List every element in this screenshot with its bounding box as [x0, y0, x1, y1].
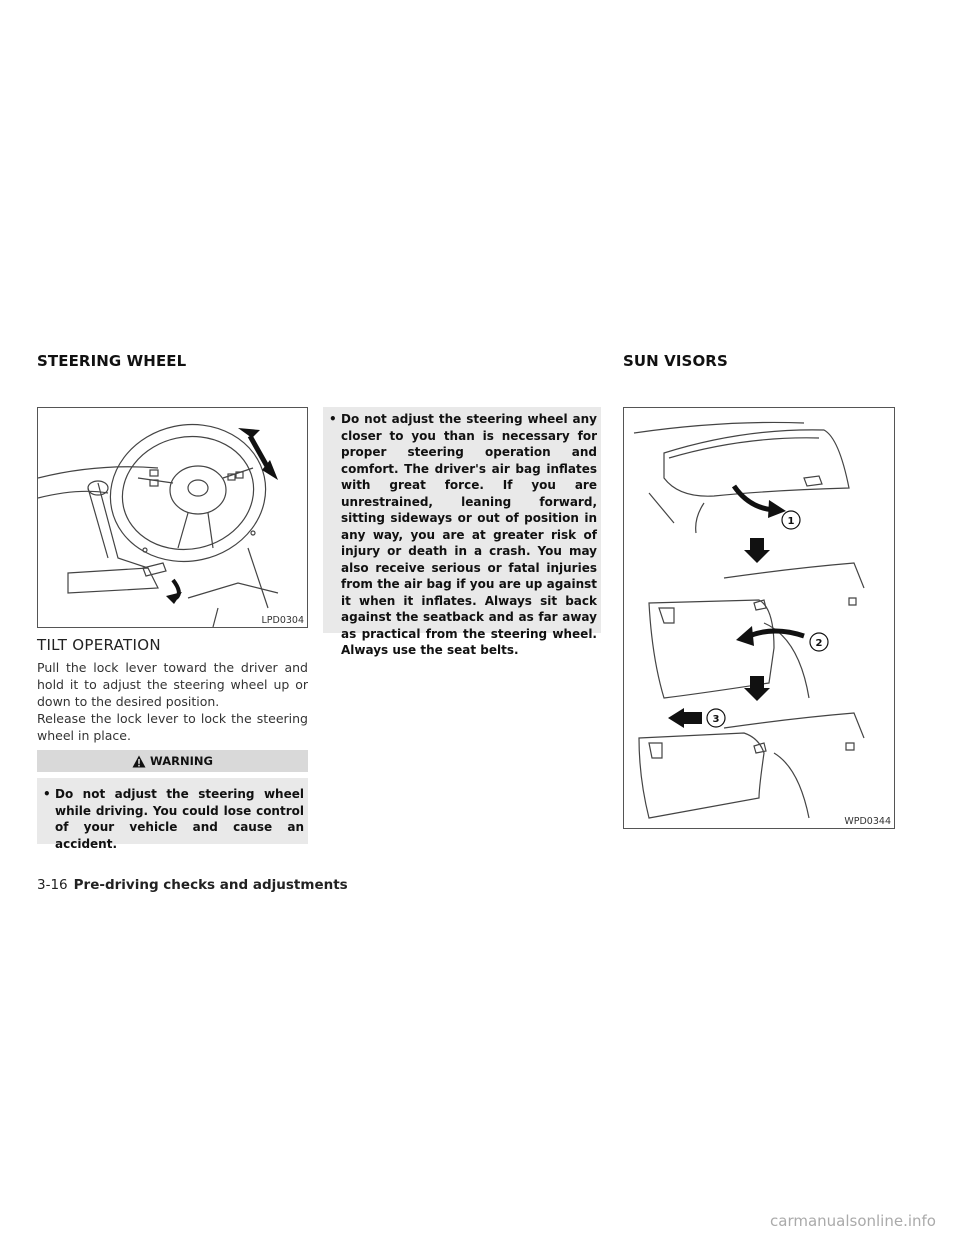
- steering-wheel-illustration: [38, 408, 307, 627]
- warning-label: WARNING: [150, 754, 213, 768]
- steering-wheel-figure: [37, 407, 308, 628]
- page-footer: [37, 877, 348, 893]
- warning-item: [329, 411, 597, 659]
- step-2-label: 2: [815, 638, 823, 649]
- warning-item: [43, 786, 304, 852]
- sun-visor-figure: [623, 407, 895, 829]
- figure-code: WPD0344: [844, 816, 891, 827]
- page-number: 3-16: [37, 877, 68, 893]
- warning-item-text: Do not adjust the steering wheel any closer to you than is necessary for proper steering operation and comfort. The driver's air bag inflates with great force. If you are unrestrained, leaning forward, sitting sideways or out of position in any way, you are at greater risk of injury or death in a crash. You may also receive serious or fatal injuries from the air bag if you are up against it when it inflates. Always sit back against the seatback and as far away as practical from the steering wheel. Always use the seat belts.: [341, 412, 597, 657]
- warning-body-continued: [323, 407, 601, 657]
- chapter-title: Pre-driving checks and adjustments: [73, 877, 348, 893]
- warning-body-left: [37, 778, 308, 851]
- paragraph-tilt-1: Pull the lock lever toward the driver and hold it to adjust the steering wheel up or down to the desired position.: [37, 660, 308, 709]
- watermark: carmanualsonline.info: [770, 1212, 936, 1230]
- figure-code: LPD0304: [261, 615, 304, 626]
- subheading-tilt-operation: TILT OPERATION: [37, 636, 161, 654]
- step-3-label: 3: [712, 714, 720, 725]
- paragraph-tilt-2: Release the lock lever to lock the steering wheel in place.: [37, 711, 308, 743]
- sun-visor-illustration: [624, 408, 894, 828]
- warning-triangle-icon: [132, 755, 146, 768]
- section-title-steering-wheel: STEERING WHEEL: [37, 352, 187, 370]
- bullet: •: [43, 787, 51, 801]
- section-title-sun-visors: SUN VISORS: [623, 352, 728, 370]
- warning-box: [37, 750, 308, 851]
- step-1-label: 1: [787, 516, 795, 527]
- warning-item-text: Do not adjust the steering wheel while driving. You could lose control of your vehicle and cause an accident.: [55, 787, 304, 851]
- warning-header: [37, 750, 308, 772]
- bullet: •: [329, 412, 337, 426]
